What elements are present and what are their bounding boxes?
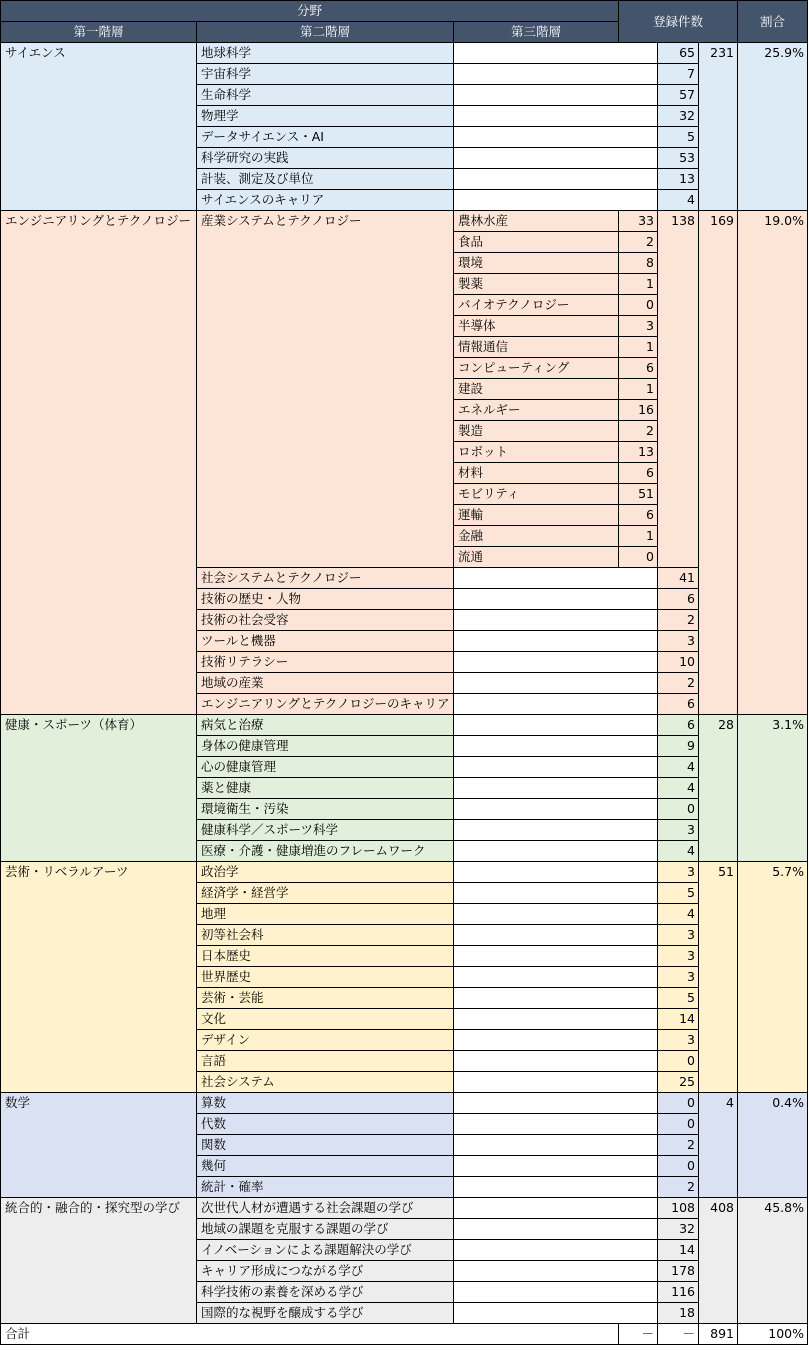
level3-count: 13	[618, 441, 658, 463]
group-ratio: 45.8%	[737, 1197, 808, 1324]
level2-count: 57	[657, 84, 699, 106]
level3-empty	[453, 1197, 658, 1219]
level2-name: 統計・確率	[196, 1176, 454, 1198]
level3-empty	[453, 1281, 658, 1303]
level3-empty	[453, 1260, 658, 1282]
level3-count: 2	[618, 420, 658, 442]
level3-empty	[453, 651, 658, 673]
level2-name: デザイン	[196, 1029, 454, 1051]
group-total: 169	[698, 210, 738, 715]
level3-count: 2	[618, 231, 658, 253]
level3-empty	[453, 63, 658, 85]
level3-empty	[453, 1176, 658, 1198]
level3-empty	[453, 903, 658, 925]
header-level1: 第一階層	[0, 21, 197, 43]
level2-count: 3	[657, 966, 699, 988]
level3-name: 食品	[453, 231, 619, 253]
grand-total: 891	[698, 1323, 738, 1345]
level2-count: 2	[657, 672, 699, 694]
level2-name: サイエンスのキャリア	[196, 189, 454, 211]
level2-count: 13	[657, 168, 699, 190]
level3-empty	[453, 168, 658, 190]
level3-empty	[453, 987, 658, 1009]
level2-name: 地理	[196, 903, 454, 925]
level2-count: 2	[657, 1134, 699, 1156]
level3-count: 1	[618, 378, 658, 400]
level2-count: 6	[657, 693, 699, 715]
level2-count: 116	[657, 1281, 699, 1303]
level3-empty	[453, 84, 658, 106]
level3-empty	[453, 105, 658, 127]
level2-name: 計装、測定及び単位	[196, 168, 454, 190]
level2-count: 9	[657, 735, 699, 757]
level3-empty	[453, 798, 658, 820]
level3-empty	[453, 609, 658, 631]
level3-empty	[453, 861, 658, 883]
level2-name: データサイエンス・AI	[196, 126, 454, 148]
level3-empty	[453, 1239, 658, 1261]
level3-empty	[453, 777, 658, 799]
level2-count: 41	[657, 567, 699, 589]
level3-name: 環境	[453, 252, 619, 274]
level2-name: 世界歴史	[196, 966, 454, 988]
level3-empty	[453, 189, 658, 211]
total-label: 合計	[0, 1323, 619, 1345]
level3-count: 8	[618, 252, 658, 274]
level2-count: 0	[657, 1155, 699, 1177]
level2-name: 物理学	[196, 105, 454, 127]
level2-name: イノベーションによる課題解決の学び	[196, 1239, 454, 1261]
level3-empty	[453, 1050, 658, 1072]
level3-name: バイオテクノロジー	[453, 294, 619, 316]
level2-count: 6	[657, 714, 699, 736]
level2-count: 5	[657, 882, 699, 904]
level3-empty	[453, 1302, 658, 1324]
level3-count: 33	[618, 210, 658, 232]
level2-name: 身体の健康管理	[196, 735, 454, 757]
total-dash-2: －	[657, 1323, 699, 1345]
level2-name: 社会システム	[196, 1071, 454, 1093]
level3-empty	[453, 693, 658, 715]
level2-name: 地域の課題を克服する課題の学び	[196, 1218, 454, 1240]
level2-name: 社会システムとテクノロジー	[196, 567, 454, 589]
total-dash-1: －	[618, 1323, 658, 1345]
level2-count: 32	[657, 105, 699, 127]
header-level3: 第三階層	[453, 21, 619, 43]
level3-empty	[453, 945, 658, 967]
level3-count: 1	[618, 336, 658, 358]
group-ratio: 5.7%	[737, 861, 808, 1093]
level3-empty	[453, 672, 658, 694]
level2-count: 6	[657, 588, 699, 610]
level3-empty	[453, 1071, 658, 1093]
level2-name: 関数	[196, 1134, 454, 1156]
level2-count: 4	[657, 840, 699, 862]
level3-name: 情報通信	[453, 336, 619, 358]
level2-name: 地域の産業	[196, 672, 454, 694]
level2-name: 代数	[196, 1113, 454, 1135]
header-ratio: 割合	[737, 0, 808, 43]
group-total: 408	[698, 1197, 738, 1324]
group-ratio: 25.9%	[737, 42, 808, 211]
level3-count: 51	[618, 483, 658, 505]
level3-count: 16	[618, 399, 658, 421]
level2-name: エンジニアリングとテクノロジーのキャリア	[196, 693, 454, 715]
level2-count: 2	[657, 609, 699, 631]
group-total: 28	[698, 714, 738, 862]
level3-empty	[453, 1134, 658, 1156]
level2-count: 3	[657, 924, 699, 946]
level2-count: 3	[657, 1029, 699, 1051]
level2-name: ツールと機器	[196, 630, 454, 652]
level3-empty	[453, 966, 658, 988]
level2-name: 算数	[196, 1092, 454, 1114]
level3-empty	[453, 819, 658, 841]
level2-name: 健康科学／スポーツ科学	[196, 819, 454, 841]
level2-name: 言語	[196, 1050, 454, 1072]
level3-name: モビリティ	[453, 483, 619, 505]
level2-count: 32	[657, 1218, 699, 1240]
level3-name: エネルギー	[453, 399, 619, 421]
level3-empty	[453, 714, 658, 736]
level2-count: 2	[657, 1176, 699, 1198]
level2-count: 4	[657, 903, 699, 925]
level2-name: 幾何	[196, 1155, 454, 1177]
level3-name: 運輸	[453, 504, 619, 526]
level2-count: 18	[657, 1302, 699, 1324]
level2-count: 14	[657, 1239, 699, 1261]
level3-name: 金融	[453, 525, 619, 547]
level2-count: 138	[657, 210, 699, 568]
group-ratio: 19.0%	[737, 210, 808, 715]
level2-count: 53	[657, 147, 699, 169]
group-ratio: 3.1%	[737, 714, 808, 862]
level2-count: 3	[657, 630, 699, 652]
total-ratio: 100%	[737, 1323, 808, 1345]
level2-name: 文化	[196, 1008, 454, 1030]
level2-count: 4	[657, 777, 699, 799]
level3-empty	[453, 1218, 658, 1240]
level3-empty	[453, 840, 658, 862]
level3-name: 製造	[453, 420, 619, 442]
group-ratio: 0.4%	[737, 1092, 808, 1198]
level2-count: 3	[657, 861, 699, 883]
level3-count: 0	[618, 546, 658, 568]
level2-name: 科学技術の素養を深める学び	[196, 1281, 454, 1303]
level3-empty	[453, 1092, 658, 1114]
level3-empty	[453, 147, 658, 169]
header-count: 登録件数	[618, 0, 738, 43]
level2-name: 科学研究の実践	[196, 147, 454, 169]
level3-empty	[453, 1113, 658, 1135]
level2-count: 178	[657, 1260, 699, 1282]
level3-empty	[453, 1155, 658, 1177]
level3-name: 流通	[453, 546, 619, 568]
level2-count: 5	[657, 987, 699, 1009]
level1-name: 統合的・融合的・探究型の学び	[0, 1197, 197, 1324]
level2-count: 108	[657, 1197, 699, 1219]
level2-name: 国際的な視野を醸成する学び	[196, 1302, 454, 1324]
level2-name: 生命科学	[196, 84, 454, 106]
group-total: 231	[698, 42, 738, 211]
level2-name: 宇宙科学	[196, 63, 454, 85]
level3-empty	[453, 1008, 658, 1030]
level2-count: 4	[657, 756, 699, 778]
level3-count: 6	[618, 357, 658, 379]
level2-name: 初等社会科	[196, 924, 454, 946]
level2-name: 経済学・経営学	[196, 882, 454, 904]
level2-name: キャリア形成につながる学び	[196, 1260, 454, 1282]
level2-name: 病気と治療	[196, 714, 454, 736]
level3-empty	[453, 735, 658, 757]
level3-empty	[453, 588, 658, 610]
level2-name: 環境衛生・汚染	[196, 798, 454, 820]
level1-name: 健康・スポーツ（体育）	[0, 714, 197, 862]
level2-count: 10	[657, 651, 699, 673]
level2-name: 産業システムとテクノロジー	[196, 210, 454, 568]
level1-name: サイエンス	[0, 42, 197, 211]
level2-name: 医療・介護・健康増進のフレームワーク	[196, 840, 454, 862]
level2-count: 14	[657, 1008, 699, 1030]
level2-name: 地球科学	[196, 42, 454, 64]
level3-empty	[453, 882, 658, 904]
level3-name: 製薬	[453, 273, 619, 295]
level2-name: 技術の社会受容	[196, 609, 454, 631]
level3-empty	[453, 756, 658, 778]
level3-name: 材料	[453, 462, 619, 484]
header-field: 分野	[0, 0, 619, 22]
level3-name: 半導体	[453, 315, 619, 337]
group-total: 51	[698, 861, 738, 1093]
level3-count: 6	[618, 462, 658, 484]
level3-count: 1	[618, 525, 658, 547]
level2-name: 政治学	[196, 861, 454, 883]
level3-name: 建設	[453, 378, 619, 400]
level2-name: 芸術・芸能	[196, 987, 454, 1009]
level2-count: 65	[657, 42, 699, 64]
level2-count: 25	[657, 1071, 699, 1093]
level2-name: 薬と健康	[196, 777, 454, 799]
level3-empty	[453, 42, 658, 64]
level2-count: 0	[657, 798, 699, 820]
level3-empty	[453, 567, 658, 589]
level2-count: 0	[657, 1113, 699, 1135]
level3-empty	[453, 630, 658, 652]
level2-name: 次世代人材が遭遇する社会課題の学び	[196, 1197, 454, 1219]
level1-name: 数学	[0, 1092, 197, 1198]
level2-name: 技術リテラシー	[196, 651, 454, 673]
group-total: 4	[698, 1092, 738, 1198]
level1-name: エンジニアリングとテクノロジー	[0, 210, 197, 715]
level3-count: 1	[618, 273, 658, 295]
level2-count: 0	[657, 1092, 699, 1114]
level3-name: ロボット	[453, 441, 619, 463]
level3-count: 3	[618, 315, 658, 337]
level3-empty	[453, 126, 658, 148]
header-level2: 第二階層	[196, 21, 454, 43]
level2-name: 心の健康管理	[196, 756, 454, 778]
level2-count: 3	[657, 945, 699, 967]
level3-empty	[453, 1029, 658, 1051]
level2-count: 3	[657, 819, 699, 841]
level2-name: 日本歴史	[196, 945, 454, 967]
level2-name: 技術の歴史・人物	[196, 588, 454, 610]
level3-count: 0	[618, 294, 658, 316]
level2-count: 5	[657, 126, 699, 148]
level3-empty	[453, 924, 658, 946]
level3-count: 6	[618, 504, 658, 526]
level3-name: コンピューティング	[453, 357, 619, 379]
level2-count: 7	[657, 63, 699, 85]
level2-count: 4	[657, 189, 699, 211]
level2-count: 0	[657, 1050, 699, 1072]
level1-name: 芸術・リベラルアーツ	[0, 861, 197, 1093]
level3-name: 農林水産	[453, 210, 619, 232]
